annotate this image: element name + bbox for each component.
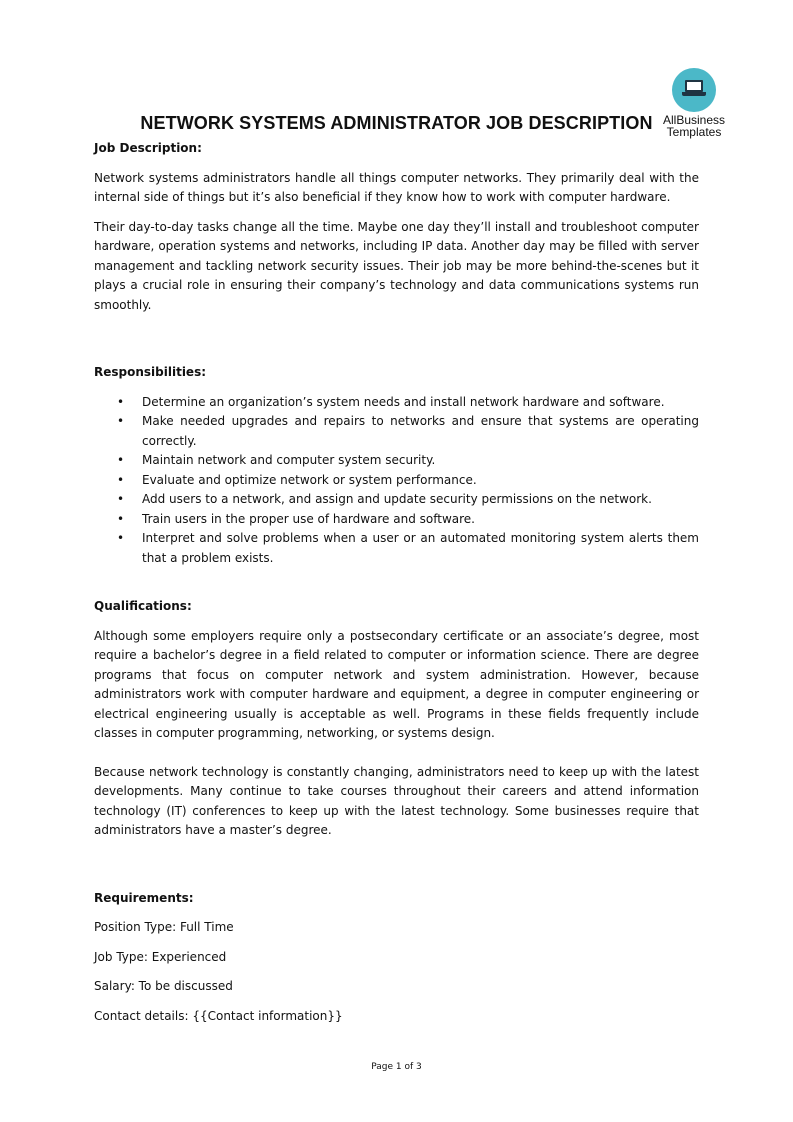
job-description-paragraph-2: Their day-to-day tasks change all the time. Maybe one day they’ll install and troubleshoot computer hardware, operation systems and networks, including IP data. Another day may be filled with server management and tackling network security issues. Their job may be more behind-the-scenes but it plays a crucial role in ensuring their company’s technology and data communications systems run smoothly.: [94, 219, 699, 312]
document-title: NETWORK SYSTEMS ADMINISTRATOR JOB DESCRIPTION: [140, 113, 653, 133]
page-number: Page 1 of 3: [371, 1062, 422, 1072]
logo-text-line1: AllBusiness: [662, 113, 726, 127]
bullet-marker: •: [117, 531, 125, 545]
list-item: • Train users in the proper use of hardware and software.: [94, 510, 699, 530]
job-description-heading: Job Description:: [94, 141, 202, 155]
qualifications-paragraph-2: Because network technology is constantly changing, administrators need to keep up with the latest developments. Many continue to take courses throughout their careers and attend information technology (IT) conferences to keep up with the latest technology. Some businesses require that administrators have a master’s degree.: [94, 764, 699, 837]
list-item: • Make needed upgrades and repairs to networks and ensure that systems are operating correctly.: [117, 414, 699, 448]
list-item: • Determine an organization’s system needs and install network hardware and software.: [94, 393, 699, 413]
laptop-icon: [672, 68, 716, 112]
job-description-paragraph-1: Network systems administrators handle all things computer networks. They primarily deal with the internal side of things but it’s also beneficial if they know how to work with computer hardware.: [94, 170, 699, 204]
bullet-marker: •: [117, 453, 125, 467]
qualifications-paragraph-1: Although some employers require only a postsecondary certificate or an associate’s degree, most require a bachelor’s degree in a field related to computer or information science. There are degree programs that focus on computer network and system administration. However, because administrators work with computer hardware and equipment, a degree in computer engineering or electrical engineering usually is acceptable as well. Programs in these fields frequently include classes in computer programming, networking, or systems design.: [94, 628, 699, 740]
requirements-heading: Requirements:: [94, 890, 194, 905]
bullet-marker: •: [117, 414, 125, 428]
qualifications-heading: Qualifications:: [94, 599, 192, 613]
document-body: [94, 139, 699, 1026]
list-item: • Add users to a network, and assign and update security permissions on the network.: [94, 490, 699, 510]
bullet-marker: •: [117, 394, 125, 409]
contact-details: Contact details: {{Contact information}}: [94, 1008, 343, 1023]
list-item: • Evaluate and optimize network or system performance.: [94, 471, 699, 491]
bullet-marker: •: [117, 511, 125, 526]
job-type: Job Type: Experienced: [94, 949, 227, 964]
logo-text-line2: Templates: [666, 125, 722, 139]
salary: Salary: To be discussed: [94, 979, 233, 993]
bullet-marker: •: [117, 472, 125, 487]
responsibilities-heading: Responsibilities:: [94, 365, 207, 379]
list-item: • Interpret and solve problems when a user or an automated monitoring system alerts them that a problem exists.: [117, 531, 699, 565]
responsibilities-list: [94, 393, 699, 569]
bullet-marker: •: [117, 492, 125, 506]
position-type: Position Type: Full Time: [94, 920, 234, 934]
list-item: • Maintain network and computer system security.: [94, 451, 699, 471]
